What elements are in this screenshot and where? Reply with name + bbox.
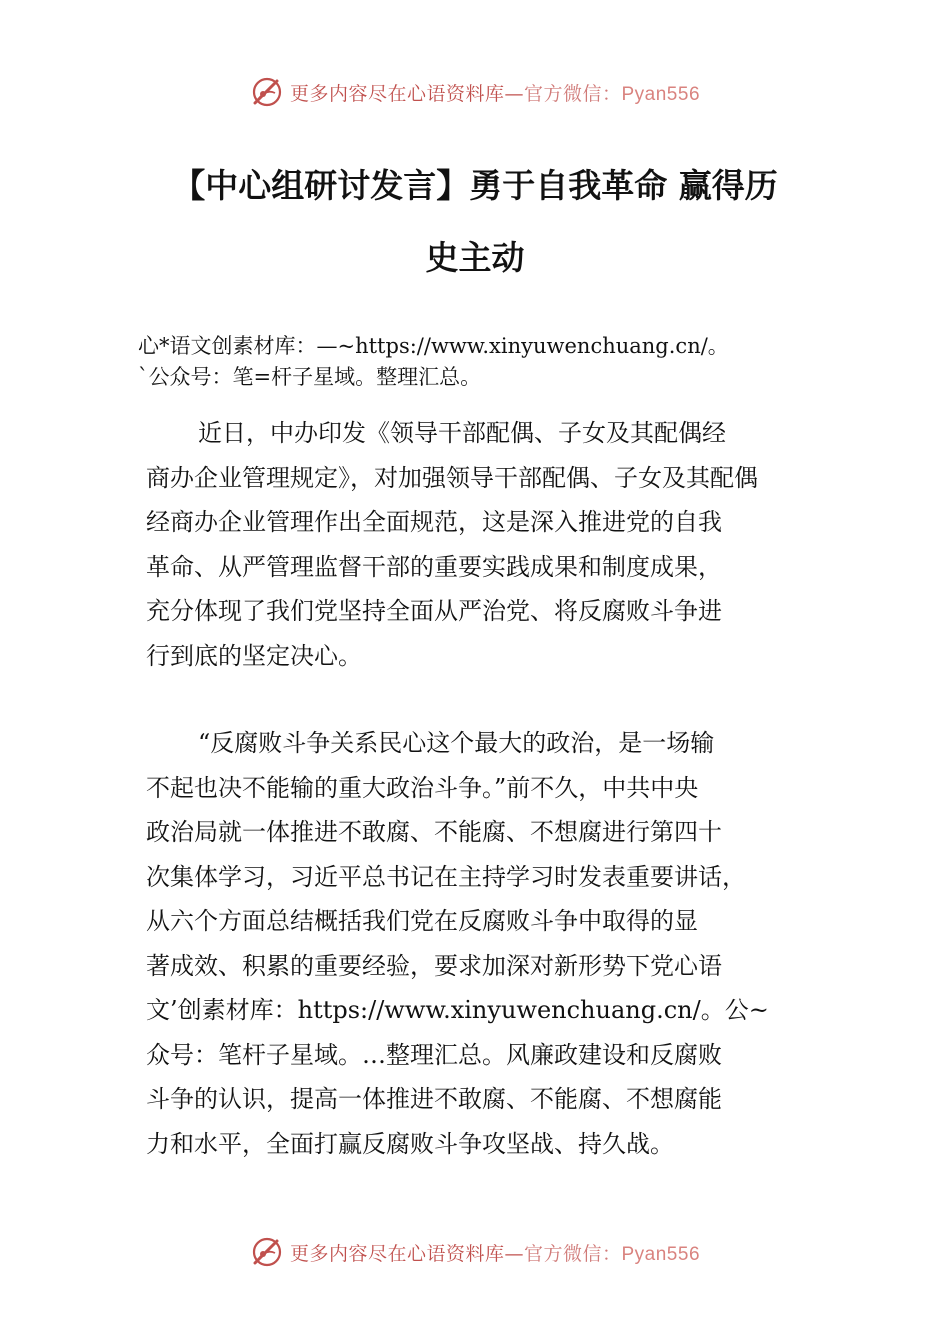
paragraph-line: 著成效、积累的重要经验，要求加深对新形势下党心语 — [146, 951, 722, 980]
banner-text-main: 更多内容尽在心语资料库— — [289, 82, 524, 105]
banner-text-wechat: 官方微信： — [523, 1242, 622, 1265]
banner-text — [290, 79, 700, 106]
paragraph-line: 充分体现了我们党坚持全面从严治党、将反腐败斗争进 — [146, 597, 722, 625]
paragraph-line: 文’创素材库：https://www.xinyuwenchuang.cn/。公~ — [146, 996, 769, 1024]
paragraph-line: 斗争的认识，提高一体推进不敢腐、不能腐、不想腐能 — [146, 1085, 722, 1113]
paragraph-line: 近日，中办印发《领导干部配偶、子女及其配偶经 — [198, 419, 726, 447]
banner-text-id: Pyan556 — [621, 1243, 701, 1265]
paragraph-line: “反腐败斗争关系民心这个最大的政治，是一场输 — [198, 729, 715, 757]
footer-banner — [0, 1232, 950, 1272]
paragraph-line: 行到底的坚定决心。 — [146, 641, 362, 670]
paragraph-line: 不起也决不能输的重大政治斗争。”前不久，中共中央 — [146, 773, 699, 802]
paragraph-line: 力和水平，全面打赢反腐败斗争攻坚战、持久战。 — [146, 1129, 674, 1158]
source-line-2: `公众号：笔=杆子星域。整理汇总。 — [138, 365, 482, 389]
document-title — [100, 150, 850, 294]
paragraph-line: 政治局就一体推进不敢腐、不能腐、不想腐进行第四十 — [146, 818, 722, 846]
paragraph-line: 次集体学习，习近平总书记在主持学习时发表重要讲话， — [146, 862, 746, 891]
pen-logo-icon — [250, 75, 284, 109]
paragraph-2 — [146, 721, 826, 1166]
paragraph-line: 经商办企业管理作出全面规范，这是深入推进党的自我 — [146, 508, 722, 536]
paragraph-1 — [146, 411, 826, 678]
source-note — [138, 331, 838, 393]
banner-text-id: Pyan556 — [621, 83, 701, 105]
paragraph-line: 商办企业管理规定》，对加强领导干部配偶、子女及其配偶 — [146, 463, 758, 492]
banner-text — [290, 1239, 700, 1266]
source-line-1: 心*语文创素材库：—~https://www.xinyuwenchuang.cn/。 — [138, 334, 729, 358]
banner-text-main: 更多内容尽在心语资料库— — [289, 1242, 524, 1265]
paragraph-line: 众号：笔杆子星域。…整理汇总。风廉政建设和反腐败 — [146, 1040, 722, 1069]
paragraph-line: 革命、从严管理监督干部的重要实践成果和制度成果， — [146, 552, 722, 581]
title-line-2: 史主动 — [425, 238, 525, 277]
pen-logo-icon — [250, 1235, 284, 1269]
header-banner — [0, 72, 950, 112]
title-line-1: 【中心组研讨发言】勇于自我革命 赢得历 — [172, 166, 778, 205]
banner-text-wechat: 官方微信： — [523, 82, 622, 105]
paragraph-line: 从六个方面总结概括我们党在反腐败斗争中取得的显 — [146, 907, 698, 935]
